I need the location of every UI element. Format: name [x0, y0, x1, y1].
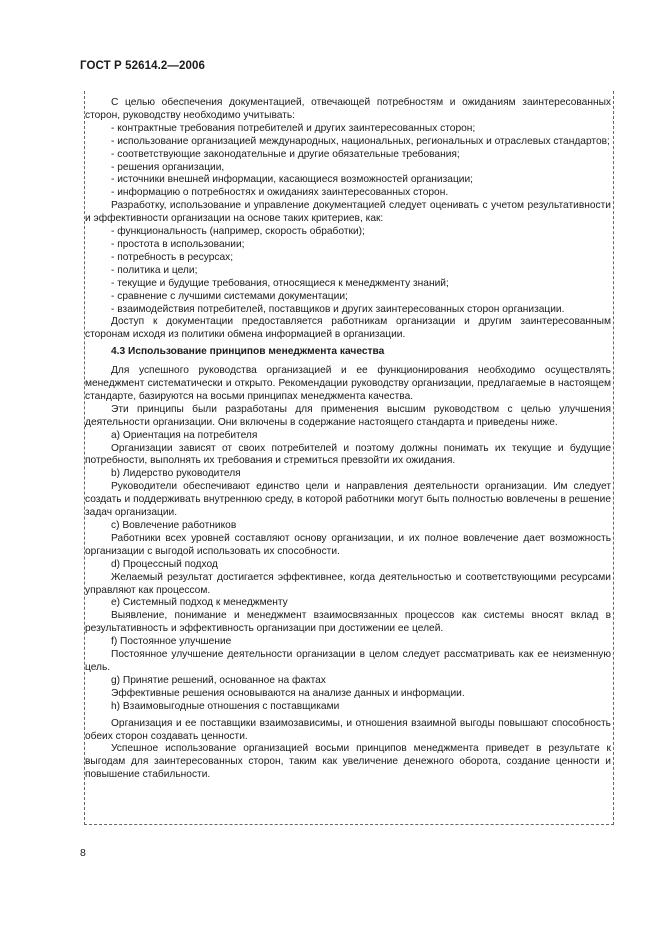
principle-label: h) Взаимовыгодные отношения с поставщиками	[111, 700, 340, 712]
principle-text: Организации зависят от своих потребителей и поэтому должны понимать их текущие и будущие потребности, выполнять их требования и стремиться превзойти их ожидания.	[85, 442, 611, 467]
section-title: 4.3 Использование принципов менеджмента качества	[111, 346, 385, 358]
paragraph: Для успешного руководства организацией и ее функционирования необходимо осуществлять менеджмент систематически и открыто. Рекомендации руководству организации, предлагаемые в настоящем стандарте, базируются на восьми принципах менеджмента качества.	[85, 365, 611, 402]
list-item: - потребность в ресурсах;	[85, 252, 611, 265]
document-header: ГОСТ Р 52614.2—2006	[80, 60, 205, 72]
paragraph: Успешное использование организацией восьми принципов менеджмента приведет в результате к выгодам для заинтересованных сторон, таким как увеличение денежного оборота, создание ценности и повышение стабильности.	[85, 743, 611, 781]
list-item: - взаимодействия потребителей, поставщиков и других заинтересованных сторон организации.	[85, 304, 611, 317]
principle-label: f) Постоянное улучшение	[111, 636, 232, 648]
principle-label: b) Лидерство руководителя	[111, 468, 241, 480]
list-item: - соответствующие законодательные и другие обязательные требования;	[85, 149, 611, 162]
principle-text: Организация и ее поставщики взаимозависимы, и отношения взаимной выгоды повышают способность обеих сторон создавать ценности.	[85, 717, 611, 742]
list-item: - текущие и будущие требования, относящиеся к менеджменту знаний;	[85, 278, 611, 291]
list-item: - информацию о потребностях и ожиданиях заинтересованных сторон.	[85, 187, 611, 200]
principle-text: Выявление, понимание и менеджмент взаимосвязанных процессов как системы вносят вклад в результативность и эффективность организации при достижении ее целей.	[85, 610, 611, 635]
principle-text: Постоянное улучшение деятельности организации в целом следует рассматривать как ее неизменную цель.	[85, 649, 611, 673]
list-item: - источники внешней информации, касающиеся возможностей организации;	[85, 174, 611, 187]
principle-text: Эффективные решения основываются на анализе данных и информации.	[111, 687, 465, 699]
list-item: - сравнение с лучшими системами документации;	[85, 291, 611, 304]
principle-label: a) Ориентация на потребителя	[111, 429, 258, 441]
principle-label: d) Процессный подход	[111, 558, 218, 570]
list-item: - простота в использовании;	[85, 239, 611, 252]
list-item: - контрактные требования потребителей и других заинтересованных сторон;	[85, 123, 611, 136]
list-item: - решения организации,	[85, 162, 611, 175]
principle-text: Руководители обеспечивают единство цели и направления деятельности организации. Им следует создать и поддерживать внутреннюю среду, в которой работники могут быть полностью вовлечены в решение задач организации.	[85, 481, 611, 519]
paragraph: Эти принципы были разработаны для применения высшим руководством с целью улучшения деятельности организации. Они включены в содержание настоящего стандарта и приведены ниже.	[85, 403, 611, 428]
principle-label: c) Вовлечение работников	[111, 520, 237, 531]
page-content	[85, 97, 611, 782]
principle-label: e) Системный подход к менеджменту	[111, 597, 288, 609]
list-item: - функциональность (например, скорость обработки);	[85, 226, 611, 239]
principle-text: Желаемый результат достигается эффективнее, когда деятельностью и соответствующими ресурсами управляют как процессом.	[85, 571, 611, 596]
page-number: 8	[80, 847, 86, 859]
list-item: - политика и цели;	[85, 265, 611, 278]
list-item: - использование организацией международных, национальных, региональных и отраслевых стандартов;	[85, 136, 611, 149]
paragraph: Доступ к документации предоставляется работникам организации и другим заинтересованным сторонам исходя из политики обмена информацией в организации.	[85, 316, 611, 341]
paragraph: С целью обеспечения документацией, отвечающей потребностям и ожиданиям заинтересованных сторон, руководству необходимо учитывать:	[85, 97, 611, 121]
principle-label: g) Принятие решений, основанное на фактах	[111, 674, 326, 686]
principle-text: Работники всех уровней составляют основу организации, и их полное вовлечение дает возможность организации с выгодой использовать их способности.	[85, 532, 611, 557]
paragraph: Разработку, использование и управление документацией следует оценивать с учетом результативности и эффективности организации на основе таких критериев, как:	[85, 200, 611, 225]
